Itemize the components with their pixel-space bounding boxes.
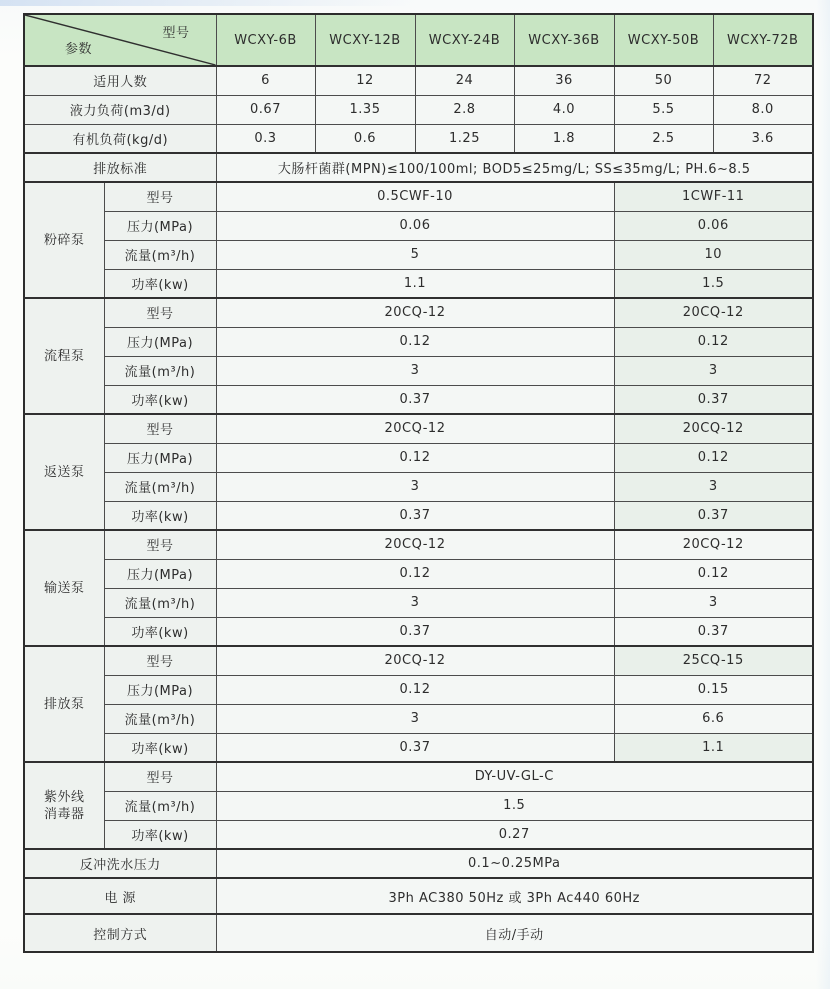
pump-section-row [24, 443, 813, 472]
sub-label: 型号 [104, 762, 216, 791]
row-hydraulic-load [24, 95, 813, 124]
sub-label: 型号 [104, 298, 216, 327]
param-label: 液力负荷(m3/d) [24, 95, 216, 124]
uv-name [24, 762, 104, 849]
pump-section-row [24, 472, 813, 501]
value-cell: 0.67 [216, 95, 315, 124]
pump-value-b: 0.12 [614, 559, 813, 588]
pump-section-row [24, 530, 813, 559]
pump-name: 返送泵 [24, 414, 104, 530]
value-cell: 3.6 [713, 124, 813, 153]
pump-value-a: 0.37 [216, 617, 614, 646]
uv-value: DY-UV-GL-C [216, 762, 813, 791]
pump-section-row [24, 675, 813, 704]
pump-value-a: 3 [216, 472, 614, 501]
param-label: 适用人数 [24, 66, 216, 95]
pump-section-row [24, 733, 813, 762]
pump-section-row [24, 588, 813, 617]
pump-value-a: 0.37 [216, 733, 614, 762]
uv-section-row [24, 791, 813, 820]
pump-value-a: 5 [216, 240, 614, 269]
pump-value-b: 20CQ-12 [614, 414, 813, 443]
value-cell: 72 [713, 66, 813, 95]
sub-label: 压力(MPa) [104, 211, 216, 240]
pump-value-b: 0.37 [614, 385, 813, 414]
model-header-3: WCXY-36B [514, 14, 614, 66]
pump-name: 排放泵 [24, 646, 104, 762]
pump-section-row [24, 240, 813, 269]
row-capacity [24, 66, 813, 95]
sub-label: 型号 [104, 646, 216, 675]
uv-name-line2: 消毒器 [43, 806, 85, 822]
row-discharge-standard [24, 153, 813, 182]
uv-section-row [24, 820, 813, 849]
pump-value-a: 3 [216, 704, 614, 733]
pump-section-row [24, 414, 813, 443]
sub-label: 压力(MPa) [104, 443, 216, 472]
pump-value-b: 20CQ-12 [614, 530, 813, 559]
pump-value-a: 1.1 [216, 269, 614, 298]
model-header-2: WCXY-24B [415, 14, 514, 66]
pump-value-a: 20CQ-12 [216, 414, 614, 443]
pump-section-row [24, 559, 813, 588]
pump-value-b: 0.37 [614, 617, 813, 646]
pump-section-row [24, 501, 813, 530]
value-cell: 0.3 [216, 124, 315, 153]
pump-section-row [24, 182, 813, 211]
scan-artifact-edge [816, 0, 830, 989]
pump-value-a: 0.12 [216, 675, 614, 704]
scan-artifact-strip [0, 0, 420, 6]
pump-value-a: 3 [216, 356, 614, 385]
pump-name: 输送泵 [24, 530, 104, 646]
value-cell: 0.1~0.25MPa [216, 849, 813, 878]
pump-value-a: 0.12 [216, 559, 614, 588]
value-cell: 3Ph AC380 50Hz 或 3Ph Ac440 60Hz [216, 878, 813, 914]
sub-label: 压力(MPa) [104, 559, 216, 588]
sub-label: 型号 [104, 414, 216, 443]
value-cell: 50 [614, 66, 713, 95]
pump-name: 流程泵 [24, 298, 104, 414]
row-organic-load [24, 124, 813, 153]
value-cell: 0.6 [315, 124, 415, 153]
pump-value-a: 0.06 [216, 211, 614, 240]
sub-label: 流量(m³/h) [104, 472, 216, 501]
pump-section-row [24, 298, 813, 327]
value-cell: 6 [216, 66, 315, 95]
sub-label: 功率(kw) [104, 501, 216, 530]
pump-value-b: 1.1 [614, 733, 813, 762]
pump-value-b: 1CWF-11 [614, 182, 813, 211]
sub-label: 流量(m³/h) [104, 356, 216, 385]
pump-value-b: 0.12 [614, 327, 813, 356]
spec-table [23, 13, 814, 953]
sub-label: 压力(MPa) [104, 327, 216, 356]
value-cell: 1.35 [315, 95, 415, 124]
param-label: 控制方式 [24, 914, 216, 952]
pump-value-b: 0.06 [614, 211, 813, 240]
pump-section-row [24, 356, 813, 385]
value-cell: 4.0 [514, 95, 614, 124]
row-backwash-pressure [24, 849, 813, 878]
pump-section-row [24, 385, 813, 414]
sub-label: 功率(kw) [104, 733, 216, 762]
uv-value: 0.27 [216, 820, 813, 849]
pump-value-b: 1.5 [614, 269, 813, 298]
pump-section-row [24, 704, 813, 733]
value-cell: 12 [315, 66, 415, 95]
uv-section-row [24, 762, 813, 791]
pump-value-a: 0.5CWF-10 [216, 182, 614, 211]
row-control-mode [24, 914, 813, 952]
param-label: 电 源 [24, 878, 216, 914]
uv-name-line1: 紫外线 [43, 789, 85, 805]
pump-value-b: 0.12 [614, 443, 813, 472]
sub-label: 型号 [104, 530, 216, 559]
pump-value-b: 6.6 [614, 704, 813, 733]
diagonal-header-cell [24, 14, 216, 66]
value-cell: 1.8 [514, 124, 614, 153]
pump-value-a: 0.12 [216, 327, 614, 356]
param-label: 反冲洗水压力 [24, 849, 216, 878]
pump-value-b: 0.15 [614, 675, 813, 704]
sub-label: 流量(m³/h) [104, 791, 216, 820]
model-header-0: WCXY-6B [216, 14, 315, 66]
model-header-5: WCXY-72B [713, 14, 813, 66]
pump-value-a: 20CQ-12 [216, 298, 614, 327]
sub-label: 功率(kw) [104, 385, 216, 414]
pump-value-b: 25CQ-15 [614, 646, 813, 675]
header-row [24, 14, 813, 66]
param-label: 排放标准 [24, 153, 216, 182]
corner-bottom-label: 参数 [65, 42, 93, 57]
sub-label: 流量(m³/h) [104, 588, 216, 617]
pump-value-b: 20CQ-12 [614, 298, 813, 327]
pump-section-row [24, 211, 813, 240]
sub-label: 流量(m³/h) [104, 704, 216, 733]
pump-value-a: 3 [216, 588, 614, 617]
sub-label: 功率(kw) [104, 269, 216, 298]
row-power-supply [24, 878, 813, 914]
value-cell: 2.5 [614, 124, 713, 153]
discharge-standard-value: 大肠杆菌群(MPN)≤100/100ml; BOD5≤25mg/L; SS≤35mg/L; PH.6~8.5 [216, 153, 813, 182]
corner-top-label: 型号 [162, 26, 190, 41]
pump-value-a: 20CQ-12 [216, 530, 614, 559]
model-header-4: WCXY-50B [614, 14, 713, 66]
param-label: 有机负荷(kg/d) [24, 124, 216, 153]
pump-value-b: 3 [614, 356, 813, 385]
value-cell: 2.8 [415, 95, 514, 124]
sub-label: 流量(m³/h) [104, 240, 216, 269]
pump-section-row [24, 327, 813, 356]
value-cell: 36 [514, 66, 614, 95]
sub-label: 功率(kw) [104, 820, 216, 849]
value-cell: 8.0 [713, 95, 813, 124]
pump-name: 粉碎泵 [24, 182, 104, 298]
pump-value-b: 10 [614, 240, 813, 269]
value-cell: 自动/手动 [216, 914, 813, 952]
pump-value-b: 3 [614, 472, 813, 501]
pump-value-a: 20CQ-12 [216, 646, 614, 675]
pump-value-b: 3 [614, 588, 813, 617]
sub-label: 功率(kw) [104, 617, 216, 646]
pump-value-b: 0.37 [614, 501, 813, 530]
value-cell: 5.5 [614, 95, 713, 124]
value-cell: 1.25 [415, 124, 514, 153]
sub-label: 型号 [104, 182, 216, 211]
pump-section-row [24, 646, 813, 675]
sub-label: 压力(MPa) [104, 675, 216, 704]
uv-value: 1.5 [216, 791, 813, 820]
value-cell: 24 [415, 66, 514, 95]
pump-value-a: 0.37 [216, 385, 614, 414]
pump-value-a: 0.37 [216, 501, 614, 530]
model-header-1: WCXY-12B [315, 14, 415, 66]
pump-section-row [24, 617, 813, 646]
pump-section-row [24, 269, 813, 298]
pump-value-a: 0.12 [216, 443, 614, 472]
